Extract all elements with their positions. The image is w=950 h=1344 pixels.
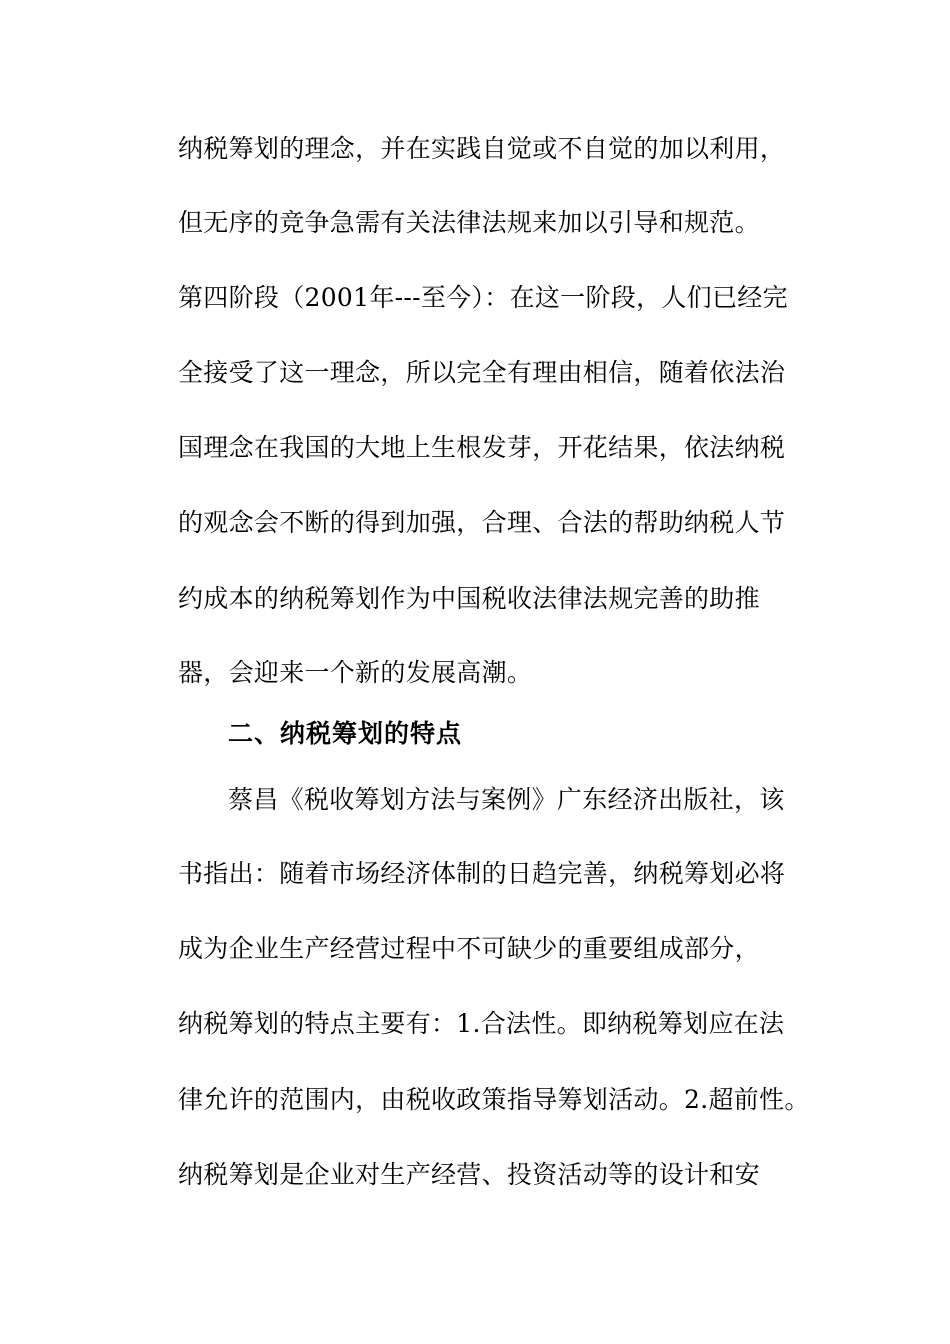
paragraph-line: 书指出：随着市场经济体制的日趋完善，纳税筹划必将: [178, 859, 786, 888]
paragraph-line: 全接受了这一理念，所以完全有理由相信，随着依法治: [178, 358, 786, 387]
paragraph-line: 纳税筹划的理念，并在实践自觉或不自觉的加以利用，: [178, 134, 786, 163]
paragraph-line: 律允许的范围内，由税收政策指导筹划活动。2.超前性。: [178, 1085, 810, 1114]
paragraph-line: 蔡昌《税收筹划方法与案例》广东经济出版社，该: [228, 785, 785, 814]
paragraph-line: 约成本的纳税筹划作为中国税收法律法规完善的助推: [178, 584, 760, 613]
paragraph-line: 但无序的竞争急需有关法律法规来加以引导和规范。: [178, 208, 760, 237]
paragraph-line: 纳税筹划是企业对生产经营、投资活动等的设计和安: [178, 1160, 760, 1189]
paragraph-line: 第四阶段（2001年---至今）：在这一阶段，人们已经完: [178, 283, 788, 312]
paragraph-line: 的观念会不断的得到加强，合理、合法的帮助纳税人节: [178, 508, 786, 537]
paragraph-line: 成为企业生产经营过程中不可缺少的重要组成部分，: [178, 934, 760, 963]
paragraph-line: 纳税筹划的特点主要有：1.合法性。即纳税筹划应在法: [178, 1009, 785, 1038]
paragraph-line: 国理念在我国的大地上生根发芽，开花结果，依法纳税: [178, 433, 786, 462]
section-heading: 二、纳税筹划的特点: [228, 719, 463, 748]
paragraph-line: 器，会迎来一个新的发展高潮。: [178, 658, 533, 687]
